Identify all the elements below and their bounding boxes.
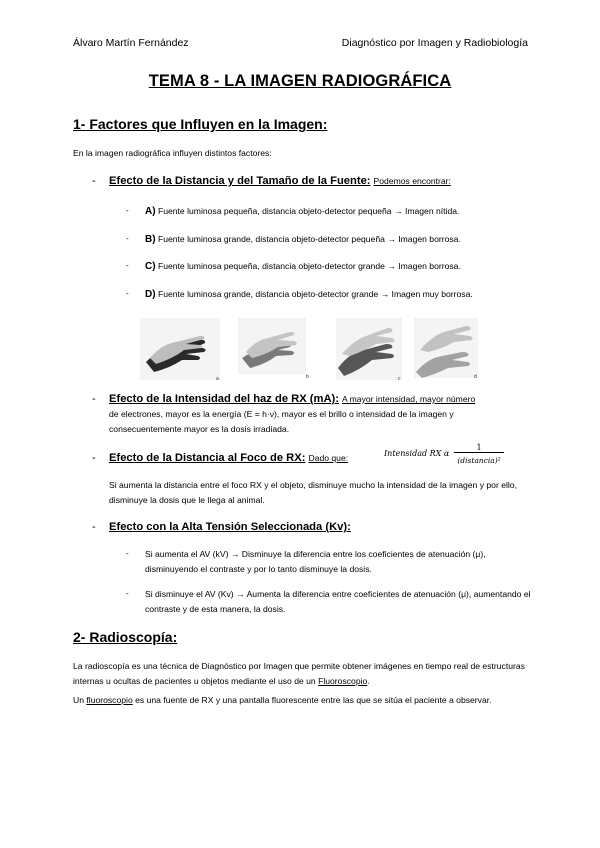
section2-heading: 2- Radioscopía: <box>73 629 178 645</box>
focus-heading: Efecto de la Distancia al Foco de RX: Dado que: <box>109 452 349 464</box>
intensity-formula: Intensidad RX α 1 (distancia)² <box>384 445 514 471</box>
header-author: Álvaro Martín Fernández <box>73 37 189 49</box>
dash-bullet: - <box>92 175 96 187</box>
intensity-heading: Efecto de la Intensidad del haz de RX (mA): A mayor intensidad, mayor número <box>109 393 476 405</box>
hand-photo-b: b <box>238 318 306 374</box>
fluoroscopio-link: Fluoroscopio <box>318 676 368 686</box>
page-title: TEMA 8 - LA IMAGEN RADIOGRÁFICA <box>148 72 452 90</box>
document-page: Álvaro Martín Fernández Diagnóstico por Imagen y Radiobiología TEMA 8 - LA IMAGEN RADIOGRÁFICA 1- Factores que Influyen en la Imagen: En la imagen radiográfica influyen distintos factores: - Efecto de la Distancia y del Tamaño de la Fuente: Podemos encontrar: - A) Fuente luminosa pequeña, distancia objeto-detector pequeña → Imagen nítida. - B) Fuente luminosa grande, distancia objeto-detector pequeña → Imagen borrosa. - C) Fuente luminosa pequeña, distancia objeto-detector grande → Imagen borrosa. - D) Fuente luminosa grande, distancia objeto-detector grande → Imagen muy borrosa. a b c d - Efecto de la Intensidad del haz de RX (mA): A mayor intensidad, mayor número de electrones, mayor es la energía (E = h·ν), mayor es el brillo o intensidad de la imagen y consecuentemente mayor es la dosis irradiada. - Efecto de la Distancia al Foco de RX: Dado que: Intensidad RX α 1 (distancia)² Si aumenta la distancia entre el foco RX y el objeto, disminuye mucho la intensidad de la imagen y por ello, disminuye la dosis que le llega al animal. - Efecto con la Alta Tensión Seleccionada (Kv): - Si aumenta el AV (kV) → Disminuye la diferencia entre los coeficientes de atenuación (μ), disminuyendo el contraste y por lo tanto disminuye la dosis. - Si disminuye el AV (Kv) → Aumenta la diferencia entre coeficientes de atenuación (μ), aumentando el contraste y de esta manera, la dosis. 2- Radioscopía: La radioscopía es una técnica de Diagnóstico por Imagen que permite obtener imágenes en tiempo real de estructuras internas u ocultas de pacientes u objetos mediante el uso de un Fluoroscopio. Un fluoroscopio es una fuente de RX y una pantalla fluorescente entre las que se sitúa el paciente a observar. <box>0 0 600 848</box>
section2-paragraph-1: La radioscopía es una técnica de Diagnóstico por Imagen que permite obtener imágenes en tiempo real de estructuras internas u ocultas de pacientes u objetos mediante el uso de un Fluoroscopio. <box>73 661 525 686</box>
section1-intro: En la imagen radiográfica influyen distintos factores: <box>73 148 272 158</box>
hand-photo-a: a <box>140 318 220 380</box>
hand-photo-c: c <box>336 318 402 380</box>
hand-shadow-figure <box>140 318 480 384</box>
voltage-heading: Efecto con la Alta Tensión Seleccionada (Kv): <box>109 521 351 533</box>
distance-heading-rest: Podemos encontrar: <box>373 176 451 186</box>
distance-heading: Efecto de la Distancia y del Tamaño de la Fuente: Podemos encontrar: <box>109 175 451 187</box>
fluoroscopio-term: fluoroscopio <box>86 695 133 705</box>
focus-text: Si aumenta la distancia entre el foco RX y el objeto, disminuye mucho la intensidad de la imagen y por ello, disminuye la dosis que le llega al animal. <box>109 480 517 505</box>
section1-heading: 1- Factores que Influyen en la Imagen: <box>73 116 328 132</box>
intensity-text: de electrones, mayor es la energía (E = h·ν), mayor es el brillo o intensidad de la imagen y consecuentemente mayor es la dosis irradiada. <box>109 409 454 434</box>
section2-paragraph-2: Un fluoroscopio es una fuente de RX y una pantalla fluorescente entre las que se sitúa el paciente a observar. <box>73 695 492 705</box>
hand-photo-d: d <box>414 318 478 378</box>
header-subject: Diagnóstico por Imagen y Radiobiología <box>341 37 528 49</box>
